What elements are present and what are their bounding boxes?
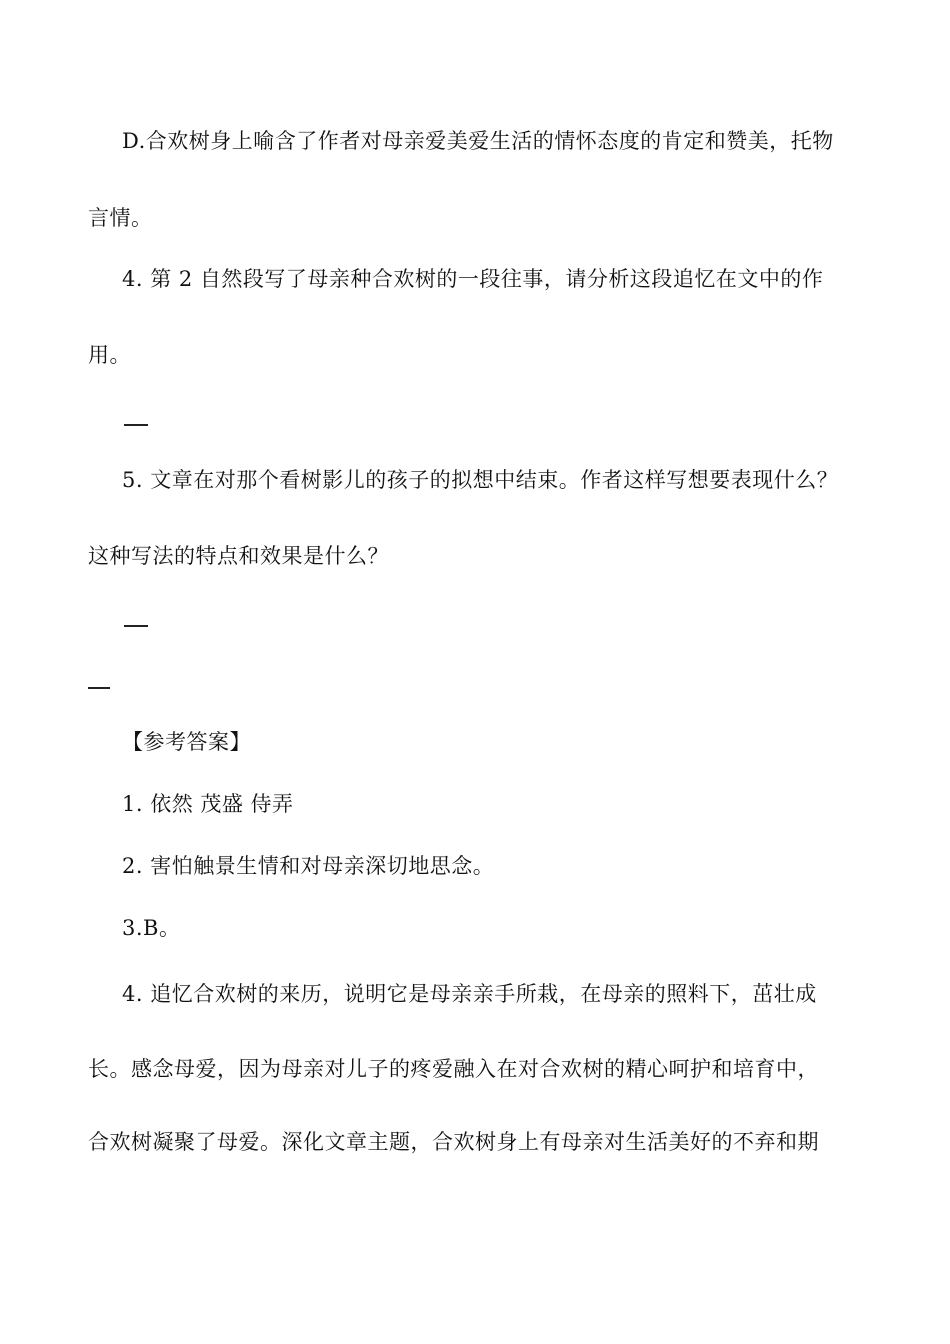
q3-option-d-line-2: 言情。 [88, 206, 153, 230]
answers-heading: 【参考答案】 [122, 730, 251, 754]
answer-3: 3.B。 [122, 916, 181, 940]
answer-2: 2. 害怕触景生情和对母亲深切地思念。 [122, 854, 495, 878]
answer-4-line-1: 4. 追忆合欢树的来历，说明它是母亲亲手所栽，在母亲的照料下，茁壮成 [122, 982, 817, 1006]
answer-blank-line [88, 687, 110, 689]
answer-blank-line [124, 625, 148, 627]
q4-line-1: 4. 第 2 自然段写了母亲种合欢树的一段往事，请分析这段追忆在文中的作 [122, 267, 824, 291]
q3-option-d-line-1: D.合欢树身上喻含了作者对母亲爱美爱生活的情怀态度的肯定和赞美，托物 [122, 129, 834, 153]
answer-4-line-2: 长。感念母爱，因为母亲对儿子的疼爱融入在对合欢树的精心呵护和培育中， [88, 1057, 819, 1081]
answer-4-line-3: 合欢树凝聚了母爱。深化文章主题，合欢树身上有母亲对生活美好的不弃和期 [88, 1130, 819, 1154]
answer-blank-line [124, 424, 148, 426]
answer-1: 1. 依然 茂盛 侍弄 [122, 792, 294, 816]
q4-line-2: 用。 [88, 343, 131, 367]
q5-line-2: 这种写法的特点和效果是什么？ [88, 544, 389, 568]
q5-line-1: 5. 文章在对那个看树影儿的孩子的拟想中结束。作者这样写想要表现什么？ [122, 468, 839, 492]
